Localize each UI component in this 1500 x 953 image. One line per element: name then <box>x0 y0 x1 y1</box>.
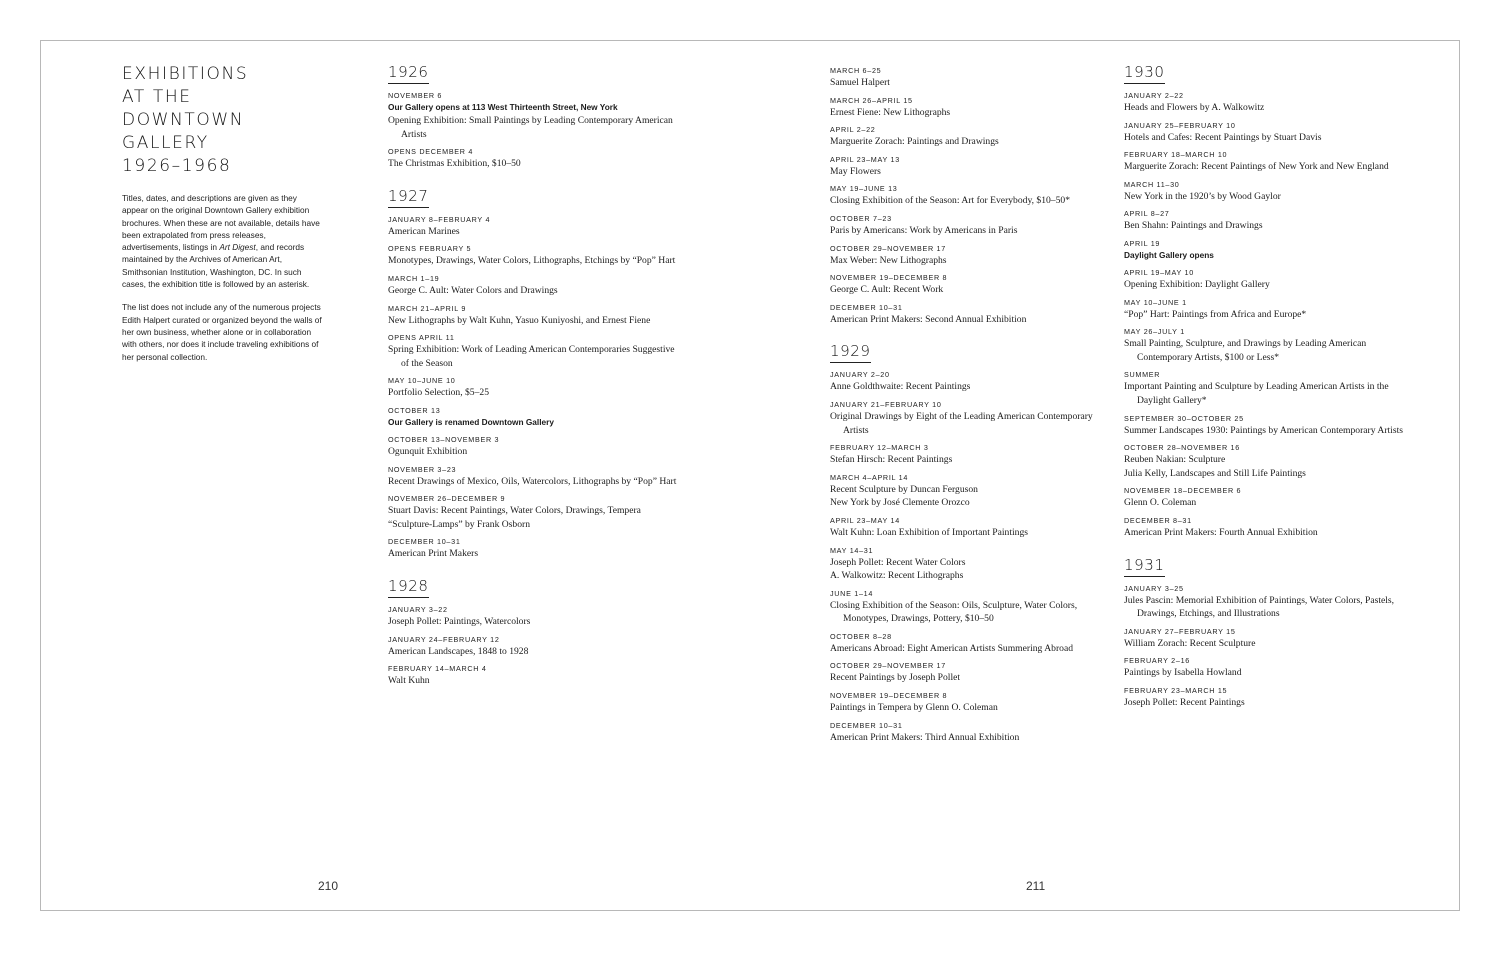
exhibition-date: NOVEMBER 3–23 <box>388 464 457 474</box>
exhibition-entry <box>388 332 678 370</box>
exhibition-title: New Lithographs by Walt Kuhn, Yasuo Kuniyoshi, and Ernest Fiene <box>388 314 651 326</box>
exhibition-date: OCTOBER 13–NOVEMBER 3 <box>388 434 500 444</box>
exhibition-entry <box>1124 238 1414 262</box>
exhibition-date: JANUARY 25–FEBRUARY 10 <box>1124 120 1236 130</box>
exhibition-date: FEBRUARY 12–MARCH 3 <box>830 443 929 453</box>
exhibition-entry <box>1124 90 1414 115</box>
exhibition-title: Paintings by Isabella Howland <box>1124 667 1242 679</box>
exhibition-entry <box>1124 149 1414 174</box>
exhibition-title: Joseph Pollet: Paintings, Watercolors <box>388 615 531 627</box>
exhibition-title: Spring Exhibition: Work of Leading American Contemporaries Suggestive of the Season <box>388 344 675 369</box>
exhibition-title: Marguerite Zorach: Recent Paintings of New York and New England <box>1124 161 1389 173</box>
exhibition-entry <box>830 369 1120 394</box>
exhibition-title: Paintings in Tempera by Glenn O. Coleman <box>830 702 998 714</box>
right-page <box>750 40 1460 911</box>
intro-paragraph-1 <box>122 192 322 290</box>
exhibition-date: APRIL 8–27 <box>1124 209 1170 219</box>
exhibition-entry <box>830 545 1120 583</box>
year-section <box>388 577 678 688</box>
exhibition-date: OPENS DECEMBER 4 <box>388 147 474 157</box>
exhibition-title: Julia Kelly, Landscapes and Still Life Paintings <box>1124 467 1306 479</box>
exhibition-entry <box>830 399 1120 437</box>
intro-p1-start: Titles, dates, and descriptions are given as they appear on the original Downtown Gallery exhibition brochures. When these are not available, details have been extrapolated from press releases, advertisements, listings in <box>122 193 320 253</box>
exhibition-entry <box>1124 515 1414 540</box>
exhibition-date: JANUARY 8–FEBRUARY 4 <box>388 214 491 224</box>
exhibition-column-3 <box>1124 63 1414 725</box>
exhibition-date: JANUARY 3–25 <box>1124 583 1184 593</box>
exhibition-date: SEPTEMBER 30–OCTOBER 25 <box>1124 413 1244 423</box>
exhibition-title: Joseph Pollet: Recent Paintings <box>1124 696 1245 708</box>
exhibition-title: A. Walkowitz: Recent Lithographs <box>830 570 964 582</box>
exhibition-entry <box>388 90 678 141</box>
exhibition-entry <box>830 243 1120 268</box>
exhibition-title: “Pop” Hart: Paintings from Africa and Europe* <box>1124 308 1307 320</box>
exhibition-date: OCTOBER 29–NOVEMBER 17 <box>830 243 946 253</box>
year-heading: 1931 <box>1124 556 1165 577</box>
exhibition-entry <box>830 690 1120 715</box>
exhibition-title: Closing Exhibition of the Season: Oils, Sculpture, Water Colors, Monotypes, Drawings, Pottery, $10–50 <box>830 599 1078 625</box>
exhibition-entry <box>388 634 678 659</box>
exhibition-date: MAY 10–JUNE 1 <box>1124 297 1187 307</box>
year-section <box>388 63 678 171</box>
exhibition-entry <box>830 660 1120 685</box>
exhibition-date: MARCH 1–19 <box>388 273 440 283</box>
year-heading: 1928 <box>388 577 429 598</box>
exhibition-title: American Print Makers: Second Annual Exhibition <box>830 313 1027 325</box>
exhibition-date: APRIL 23–MAY 13 <box>830 154 900 164</box>
exhibition-date: MARCH 6–25 <box>830 66 882 75</box>
exhibition-entry <box>388 303 678 328</box>
exhibition-date: OCTOBER 8–28 <box>830 631 892 641</box>
exhibition-date: JANUARY 21–FEBRUARY 10 <box>830 399 942 409</box>
exhibition-date: JANUARY 3–22 <box>388 604 448 614</box>
year-heading: 1926 <box>388 63 429 84</box>
exhibition-title: Samuel Halpert <box>830 77 890 88</box>
exhibition-entry <box>1124 626 1414 651</box>
exhibition-title: American Marines <box>388 225 460 237</box>
exhibition-date: DECEMBER 10–31 <box>830 720 903 730</box>
exhibition-entry <box>1124 655 1414 680</box>
left-page <box>40 40 750 911</box>
exhibition-date: MARCH 11–30 <box>1124 179 1180 189</box>
exhibition-date: MARCH 26–APRIL 15 <box>830 95 913 105</box>
exhibition-title: “Sculpture-Lamps” by Frank Osborn <box>388 518 531 530</box>
exhibition-date: DECEMBER 10–31 <box>388 537 461 547</box>
exhibition-title: Recent Sculpture by Duncan Ferguson <box>830 483 978 495</box>
exhibition-date: JANUARY 24–FEBRUARY 12 <box>388 634 500 644</box>
gallery-event: Our Gallery opens at 113 West Thirteenth Street, New York <box>388 102 618 112</box>
year-section <box>830 342 1120 744</box>
year-heading: 1929 <box>830 342 871 363</box>
exhibition-date: FEBRUARY 14–MARCH 4 <box>388 664 487 674</box>
exhibition-title: Ernest Fiene: New Lithographs <box>830 106 951 118</box>
exhibition-entry <box>388 536 678 561</box>
exhibition-entry <box>1124 442 1414 480</box>
exhibition-date: MAY 19–JUNE 13 <box>830 184 898 194</box>
exhibition-entry <box>830 183 1120 208</box>
intro-paragraph-2: The list does not include any of the numerous projects Edith Halpert curated or organized beyond the walls of her own business, whether alone or in collaboration with others, nor does it include traveling exhibitions of her personal collection. <box>122 302 322 362</box>
year-heading: 1927 <box>388 187 429 208</box>
exhibition-date: APRIL 2–22 <box>830 125 876 135</box>
exhibition-title: Important Painting and Sculpture by Leading American Artists in the Daylight Gallery* <box>1124 381 1389 406</box>
exhibition-title: Americans Abroad: Eight American Artists Summering Abroad <box>830 642 1073 654</box>
title-line: DOWNTOWN <box>122 110 245 130</box>
exhibition-title: Hotels and Cafes: Recent Paintings by Stuart Davis <box>1124 131 1322 143</box>
exhibition-title: Walt Kuhn <box>388 675 430 687</box>
exhibition-title: American Print Makers <box>388 548 479 560</box>
exhibition-entry <box>830 631 1120 656</box>
exhibition-title: Monotypes, Drawings, Water Colors, Lithographs, Etchings by “Pop” Hart <box>388 255 676 267</box>
exhibition-date: MAY 10–JUNE 10 <box>388 376 456 386</box>
exhibition-date: JANUARY 2–20 <box>830 370 890 380</box>
exhibition-date: APRIL 19 <box>1124 238 1161 248</box>
exhibition-date: OPENS FEBRUARY 5 <box>388 244 472 254</box>
exhibition-date: OPENS APRIL 11 <box>388 333 455 343</box>
exhibition-entry <box>1124 179 1414 204</box>
exhibition-entry <box>388 146 678 171</box>
exhibition-title: William Zorach: Recent Sculpture <box>1124 637 1256 649</box>
exhibition-title: Reuben Nakian: Sculpture <box>1124 454 1226 466</box>
exhibition-title: Stefan Hirsch: Recent Paintings <box>830 454 953 466</box>
title-line: GALLERY <box>122 133 209 153</box>
exhibition-entry <box>1124 326 1414 364</box>
page-number-right: 211 <box>1026 879 1046 893</box>
exhibition-date: MARCH 4–APRIL 14 <box>830 472 909 482</box>
exhibition-entry <box>830 65 1120 90</box>
exhibition-date: NOVEMBER 26–DECEMBER 9 <box>388 494 506 504</box>
exhibition-date: JUNE 1–14 <box>830 588 874 598</box>
exhibition-date: FEBRUARY 2–16 <box>1124 656 1190 666</box>
exhibition-date: NOVEMBER 19–DECEMBER 8 <box>830 273 948 283</box>
exhibition-entry <box>830 588 1120 626</box>
exhibition-entry <box>830 95 1120 120</box>
exhibition-entry <box>388 493 678 531</box>
exhibition-entry <box>830 154 1120 179</box>
exhibition-date: JANUARY 27–FEBRUARY 15 <box>1124 626 1236 636</box>
exhibition-entry <box>388 405 678 429</box>
exhibition-title: Opening Exhibition: Daylight Gallery <box>1124 278 1270 290</box>
exhibition-date: DECEMBER 8–31 <box>1124 515 1192 525</box>
exhibition-title: New York in the 1920’s by Wood Gaylor <box>1124 190 1281 202</box>
exhibition-entry <box>388 214 678 239</box>
exhibition-entry <box>830 124 1120 149</box>
intro-p1-end: , and records maintained by the Archives of American Art, Smithsonian Institution, Washington, DC. In such cases, the exhibition title is followed by an asterisk. <box>122 242 310 290</box>
gallery-event: Daylight Gallery opens <box>1124 249 1214 260</box>
exhibition-title: Closing Exhibition of the Season: Art for Everybody, $10–50* <box>830 195 1070 207</box>
exhibition-title: Joseph Pollet: Recent Water Colors <box>830 556 966 568</box>
exhibition-title: Ogunquit Exhibition <box>388 445 468 457</box>
gallery-event: Our Gallery is renamed Downtown Gallery <box>388 416 554 427</box>
title-line: EXHIBITIONS <box>122 64 249 84</box>
exhibition-date: OCTOBER 29–NOVEMBER 17 <box>830 661 946 671</box>
exhibition-title: George C. Ault: Water Colors and Drawings <box>388 284 558 296</box>
exhibition-date: OCTOBER 28–NOVEMBER 16 <box>1124 443 1240 453</box>
exhibition-entry <box>1124 120 1414 145</box>
chapter-title <box>122 63 322 178</box>
exhibition-title: Stuart Davis: Recent Paintings, Water Colors, Drawings, Tempera <box>388 505 641 517</box>
exhibition-date: NOVEMBER 19–DECEMBER 8 <box>830 691 948 701</box>
exhibition-entry <box>1124 208 1414 233</box>
exhibition-date: SUMMER <box>1124 370 1161 380</box>
exhibition-entry <box>388 243 678 268</box>
exhibition-entry <box>830 720 1120 745</box>
exhibition-date: APRIL 19–MAY 10 <box>1124 267 1194 277</box>
exhibition-entry <box>388 434 678 459</box>
exhibition-column-2 <box>830 65 1120 760</box>
exhibition-title: Opening Exhibition: Small Paintings by Leading Contemporary American Artists <box>388 115 673 140</box>
exhibition-title: New York by José Clemente Orozco <box>830 497 970 509</box>
year-section <box>1124 63 1414 540</box>
exhibition-entry <box>388 375 678 400</box>
exhibition-entry <box>830 472 1120 510</box>
exhibition-column-1 <box>388 63 678 704</box>
exhibition-title: The Christmas Exhibition, $10–50 <box>388 158 521 170</box>
exhibition-date: NOVEMBER 6 <box>388 91 443 100</box>
exhibition-entry <box>830 302 1120 327</box>
exhibition-title: Summer Landscapes 1930: Paintings by American Contemporary Artists <box>1124 424 1403 436</box>
exhibition-title: Marguerite Zorach: Paintings and Drawings <box>830 136 999 148</box>
exhibition-entry <box>388 604 678 629</box>
exhibition-entry <box>388 273 678 298</box>
exhibition-title: American Print Makers: Third Annual Exhibition <box>830 731 1020 743</box>
year-heading: 1930 <box>1124 63 1165 84</box>
exhibition-entry <box>830 213 1120 238</box>
exhibition-entry <box>1124 583 1414 621</box>
exhibition-title: Jules Pascin: Memorial Exhibition of Paintings, Water Colors, Pastels, Drawings, Etchings, and Illustrations <box>1124 594 1395 620</box>
exhibition-title: Glenn O. Coleman <box>1124 497 1197 509</box>
exhibition-entry <box>1124 685 1414 710</box>
exhibition-entry <box>1124 369 1414 407</box>
exhibition-date: APRIL 23–MAY 14 <box>830 515 900 525</box>
exhibition-date: OCTOBER 7–23 <box>830 213 892 223</box>
exhibition-title: Recent Paintings by Joseph Pollet <box>830 672 961 684</box>
exhibition-date: FEBRUARY 18–MARCH 10 <box>1124 150 1228 160</box>
exhibition-entry <box>1124 413 1414 438</box>
exhibition-title: Heads and Flowers by A. Walkowitz <box>1124 102 1265 113</box>
year-section <box>1124 556 1414 710</box>
exhibition-title: May Flowers <box>830 165 881 177</box>
exhibition-title: George C. Ault: Recent Work <box>830 284 944 296</box>
year-section <box>830 65 1120 326</box>
exhibition-entry <box>1124 297 1414 322</box>
exhibition-date: NOVEMBER 18–DECEMBER 6 <box>1124 486 1242 496</box>
intro-text <box>122 192 322 374</box>
exhibition-title: Portfolio Selection, $5–25 <box>388 387 489 399</box>
exhibition-title: Original Drawings by Eight of the Leading American Contemporary Artists <box>830 410 1093 436</box>
page-number-left: 210 <box>318 879 339 893</box>
exhibition-entry <box>388 663 678 688</box>
exhibition-date: JANUARY 2–22 <box>1124 91 1184 100</box>
exhibition-date: DECEMBER 10–31 <box>830 302 903 312</box>
exhibition-title: Paris by Americans: Work by Americans in Paris <box>830 224 1018 236</box>
exhibition-entry <box>830 272 1120 297</box>
exhibition-entry <box>388 464 678 489</box>
exhibition-title: Anne Goldthwaite: Recent Paintings <box>830 381 971 393</box>
exhibition-title: American Print Makers: Fourth Annual Exhibition <box>1124 526 1318 538</box>
exhibition-date: OCTOBER 13 <box>388 405 441 415</box>
exhibition-title: Ben Shahn: Paintings and Drawings <box>1124 220 1263 232</box>
exhibition-title: Walt Kuhn: Loan Exhibition of Important Paintings <box>830 526 1029 538</box>
exhibition-title: Small Painting, Sculpture, and Drawings by Leading American Contemporary Artists, $100 or Less* <box>1124 338 1367 363</box>
intro-p1-italic: Art Digest <box>219 242 256 253</box>
exhibition-title: American Landscapes, 1848 to 1928 <box>388 645 529 657</box>
exhibition-entry <box>830 442 1120 467</box>
exhibition-date: MARCH 21–APRIL 9 <box>388 303 467 313</box>
year-section <box>388 187 678 561</box>
exhibition-entry <box>830 515 1120 540</box>
exhibition-title: Max Weber: New Lithographs <box>830 254 947 266</box>
title-line: 1926–1968 <box>122 156 232 176</box>
exhibition-entry <box>1124 267 1414 292</box>
exhibition-date: MAY 26–JULY 1 <box>1124 327 1185 337</box>
exhibition-date: FEBRUARY 23–MARCH 15 <box>1124 685 1228 695</box>
exhibition-title: Recent Drawings of Mexico, Oils, Watercolors, Lithographs by “Pop” Hart <box>388 475 677 487</box>
exhibition-entry <box>1124 485 1414 510</box>
exhibition-date: MAY 14–31 <box>830 545 874 555</box>
title-line: AT THE <box>122 87 192 107</box>
